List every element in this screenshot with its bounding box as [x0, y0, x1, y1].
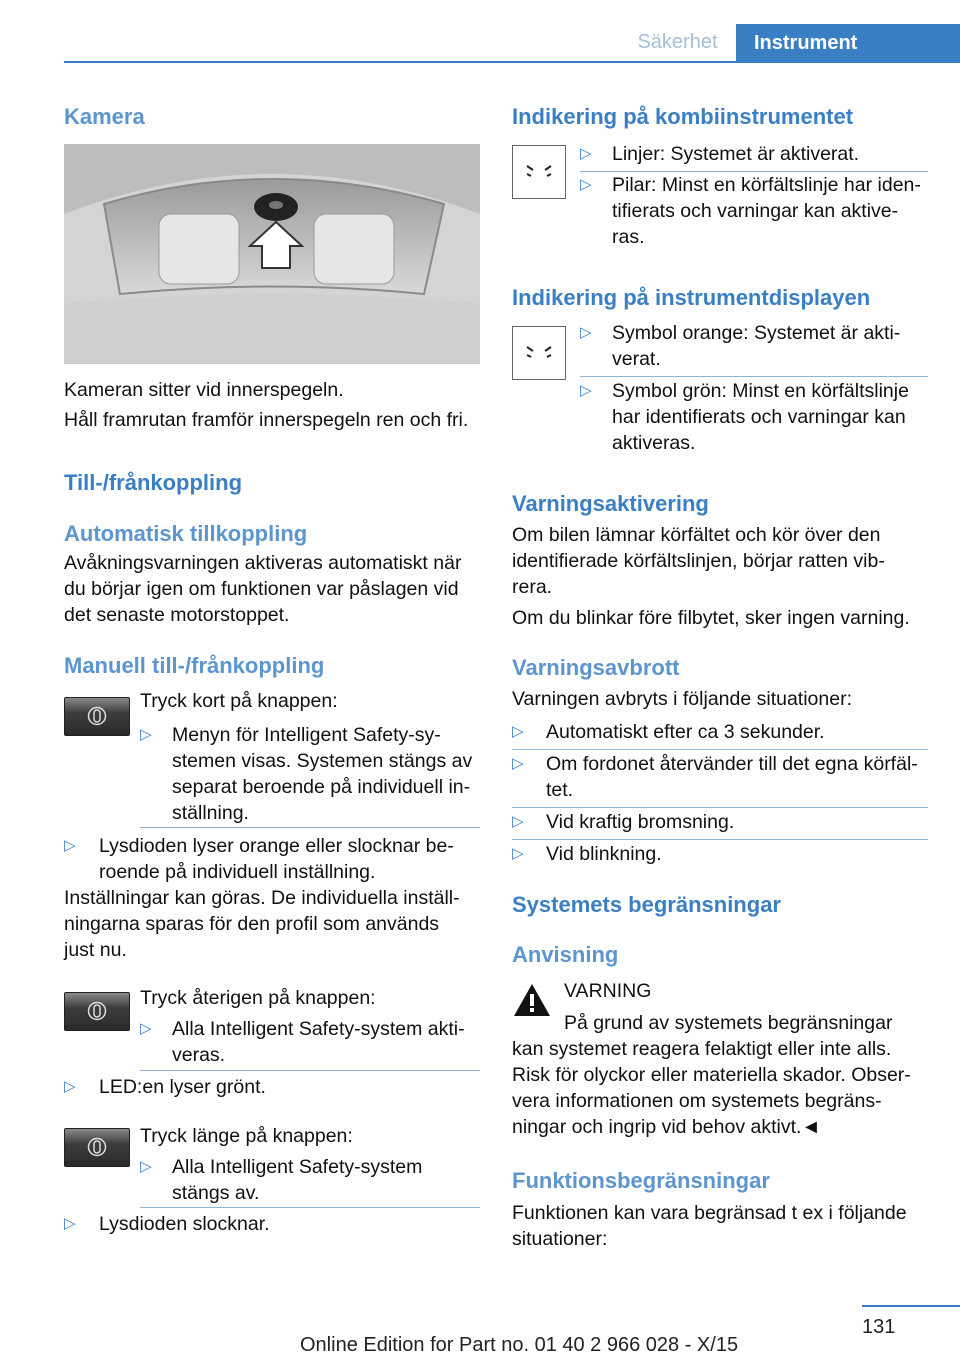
combi-b2-line: Pilar: Minst en körfältslinje har iden-	[612, 174, 921, 196]
press-again-text: Tryck återigen på knappen:	[140, 987, 376, 1009]
bullet-icon: ▷	[580, 382, 592, 399]
menu-line: separat beroende på individuell in-	[172, 776, 471, 798]
bullet-icon: ▷	[64, 837, 76, 854]
warning-line: ningar och ingrip vid behov aktivt.◄	[512, 1116, 821, 1138]
limits-title: Systemets begränsningar	[512, 892, 781, 917]
divider	[140, 827, 480, 828]
auto-line: Avåkningsvarningen aktiveras automatiskt när	[64, 552, 462, 574]
onoff-title: Till-/frånkoppling	[64, 470, 243, 495]
warn-abort-intro: Varningen avbryts i följande situationer:	[512, 688, 853, 710]
warning-label: VARNING	[564, 980, 652, 1002]
divider	[580, 376, 928, 377]
manual-title: Manuell till-/frånkoppling	[64, 653, 325, 678]
all-on-line: veras.	[172, 1044, 226, 1066]
func-line: Funktionen kan vara begränsad t ex i följande	[512, 1202, 907, 1224]
warn-act-line: Om bilen lämnar körfältet och kör över den	[512, 524, 881, 546]
short-press-text: Tryck kort på knappen:	[140, 690, 338, 712]
bullet-icon: ▷	[512, 723, 524, 740]
display-b1-line: verat.	[612, 348, 661, 370]
divider	[512, 749, 928, 750]
warning-line: vera informationen om systemets begräns-	[512, 1090, 882, 1112]
divider	[512, 839, 928, 840]
safety-button-icon	[64, 1128, 130, 1167]
bullet-icon: ▷	[580, 145, 592, 162]
warn-abort-title: Varningsavbrott	[512, 655, 680, 680]
abort-b2-line: Om fordonet återvänder till det egna körfäl-	[546, 753, 918, 775]
camera-location-text: Kameran sitter vid innerspegeln.	[64, 379, 344, 401]
led-line: roende på individuell inställning.	[99, 861, 376, 883]
auto-title: Automatisk tillkoppling	[64, 521, 308, 546]
warning-triangle-icon	[512, 981, 552, 1019]
bullet-icon: ▷	[580, 176, 592, 193]
divider	[140, 1070, 480, 1071]
menu-line: ställning.	[172, 802, 249, 824]
note-title: Anvisning	[512, 942, 619, 967]
display-b1-line: Symbol orange: Systemet är akti-	[612, 322, 901, 344]
bullet-icon: ▷	[140, 726, 152, 743]
camera-photo	[64, 144, 480, 364]
tab-instrument[interactable]: Instrument	[736, 24, 960, 62]
divider	[140, 1207, 480, 1208]
warning-first-line: På grund av systemets begränsningar	[564, 1012, 893, 1034]
blink-note: Om du blinkar före filbytet, sker ingen varning.	[512, 607, 910, 629]
camera-clean-text: Håll framrutan framför innerspegeln ren och fri.	[64, 409, 469, 431]
abort-b2-line: tet.	[546, 779, 574, 801]
combi-b2-line: tifierats och varningar kan aktive-	[612, 200, 899, 222]
display-b2-line: aktiveras.	[612, 432, 696, 454]
car-interior-image	[64, 144, 480, 364]
bullet-icon: ▷	[580, 324, 592, 341]
settings-line: Inställningar kan göras. De individuella inställ-	[64, 887, 460, 909]
warn-act-line: rera.	[512, 576, 553, 598]
display-title: Indikering på instrumentdisplayen	[512, 285, 871, 310]
abort-bullet-3: Vid kraftig bromsning.	[546, 811, 735, 833]
led-off-text: Lysdioden slocknar.	[99, 1213, 270, 1235]
lane-lines-icon	[512, 145, 566, 199]
header-rule	[64, 61, 960, 63]
all-off-line: Alla Intelligent Safety-system	[172, 1156, 423, 1178]
combi-b2-line: ras.	[612, 226, 645, 248]
abort-bullet-1: Automatiskt efter ca 3 sekunder.	[546, 721, 825, 743]
long-press-text: Tryck länge på knappen:	[140, 1125, 353, 1147]
camera-title: Kamera	[64, 104, 145, 129]
warning-line: kan systemet reagera felaktigt eller inte alls.	[512, 1038, 892, 1060]
warn-activation-title: Varningsaktivering	[512, 491, 709, 516]
bullet-icon: ▷	[140, 1020, 152, 1037]
all-on-line: Alla Intelligent Safety-system akti-	[172, 1018, 465, 1040]
safety-button-icon	[64, 992, 130, 1031]
display-b2-line: Symbol grön: Minst en körfältslinje	[612, 380, 909, 402]
led-line: Lysdioden lyser orange eller slocknar be-	[99, 835, 454, 857]
combi-title: Indikering på kombiinstrumentet	[512, 104, 854, 129]
footer-rule	[862, 1305, 960, 1307]
settings-line: just nu.	[64, 939, 127, 961]
combi-bullet-1: Linjer: Systemet är aktiverat.	[612, 143, 860, 165]
func-line: situationer:	[512, 1228, 608, 1250]
bullet-icon: ▷	[512, 845, 524, 862]
bullet-icon: ▷	[140, 1158, 152, 1175]
settings-line: ningarna sparas för den profil som används	[64, 913, 440, 935]
all-off-line: stängs av.	[172, 1182, 260, 1204]
bullet-icon: ▷	[512, 755, 524, 772]
bullet-icon: ▷	[64, 1078, 76, 1095]
lane-symbol-icon	[512, 326, 566, 380]
warn-act-line: identifierade körfältslinjen, börjar ratten vib-	[512, 550, 885, 572]
bullet-icon: ▷	[64, 1215, 76, 1232]
display-b2-line: har identifierats och varningar kan	[612, 406, 906, 428]
led-green-text: LED:en lyser grönt.	[99, 1076, 266, 1098]
footer-edition: Online Edition for Part no. 01 40 2 966 028 - X/15	[300, 1334, 739, 1356]
safety-button-icon	[64, 697, 130, 736]
divider	[512, 807, 928, 808]
auto-line: du börjar igen om funktionen var påslagen vid	[64, 578, 459, 600]
auto-line: det senaste motorstoppet.	[64, 604, 290, 626]
menu-line: stemen visas. Systemen stängs av	[172, 750, 473, 772]
menu-line: Menyn för Intelligent Safety-sy-	[172, 724, 441, 746]
tab-sakerhet[interactable]: Säkerhet	[637, 31, 718, 53]
bullet-icon: ▷	[512, 813, 524, 830]
abort-bullet-4: Vid blinkning.	[546, 843, 662, 865]
page-number: 131	[862, 1316, 896, 1338]
func-limits-title: Funktionsbegränsningar	[512, 1168, 770, 1193]
warning-line: Risk för olyckor eller materiella skador. Obser-	[512, 1064, 911, 1086]
